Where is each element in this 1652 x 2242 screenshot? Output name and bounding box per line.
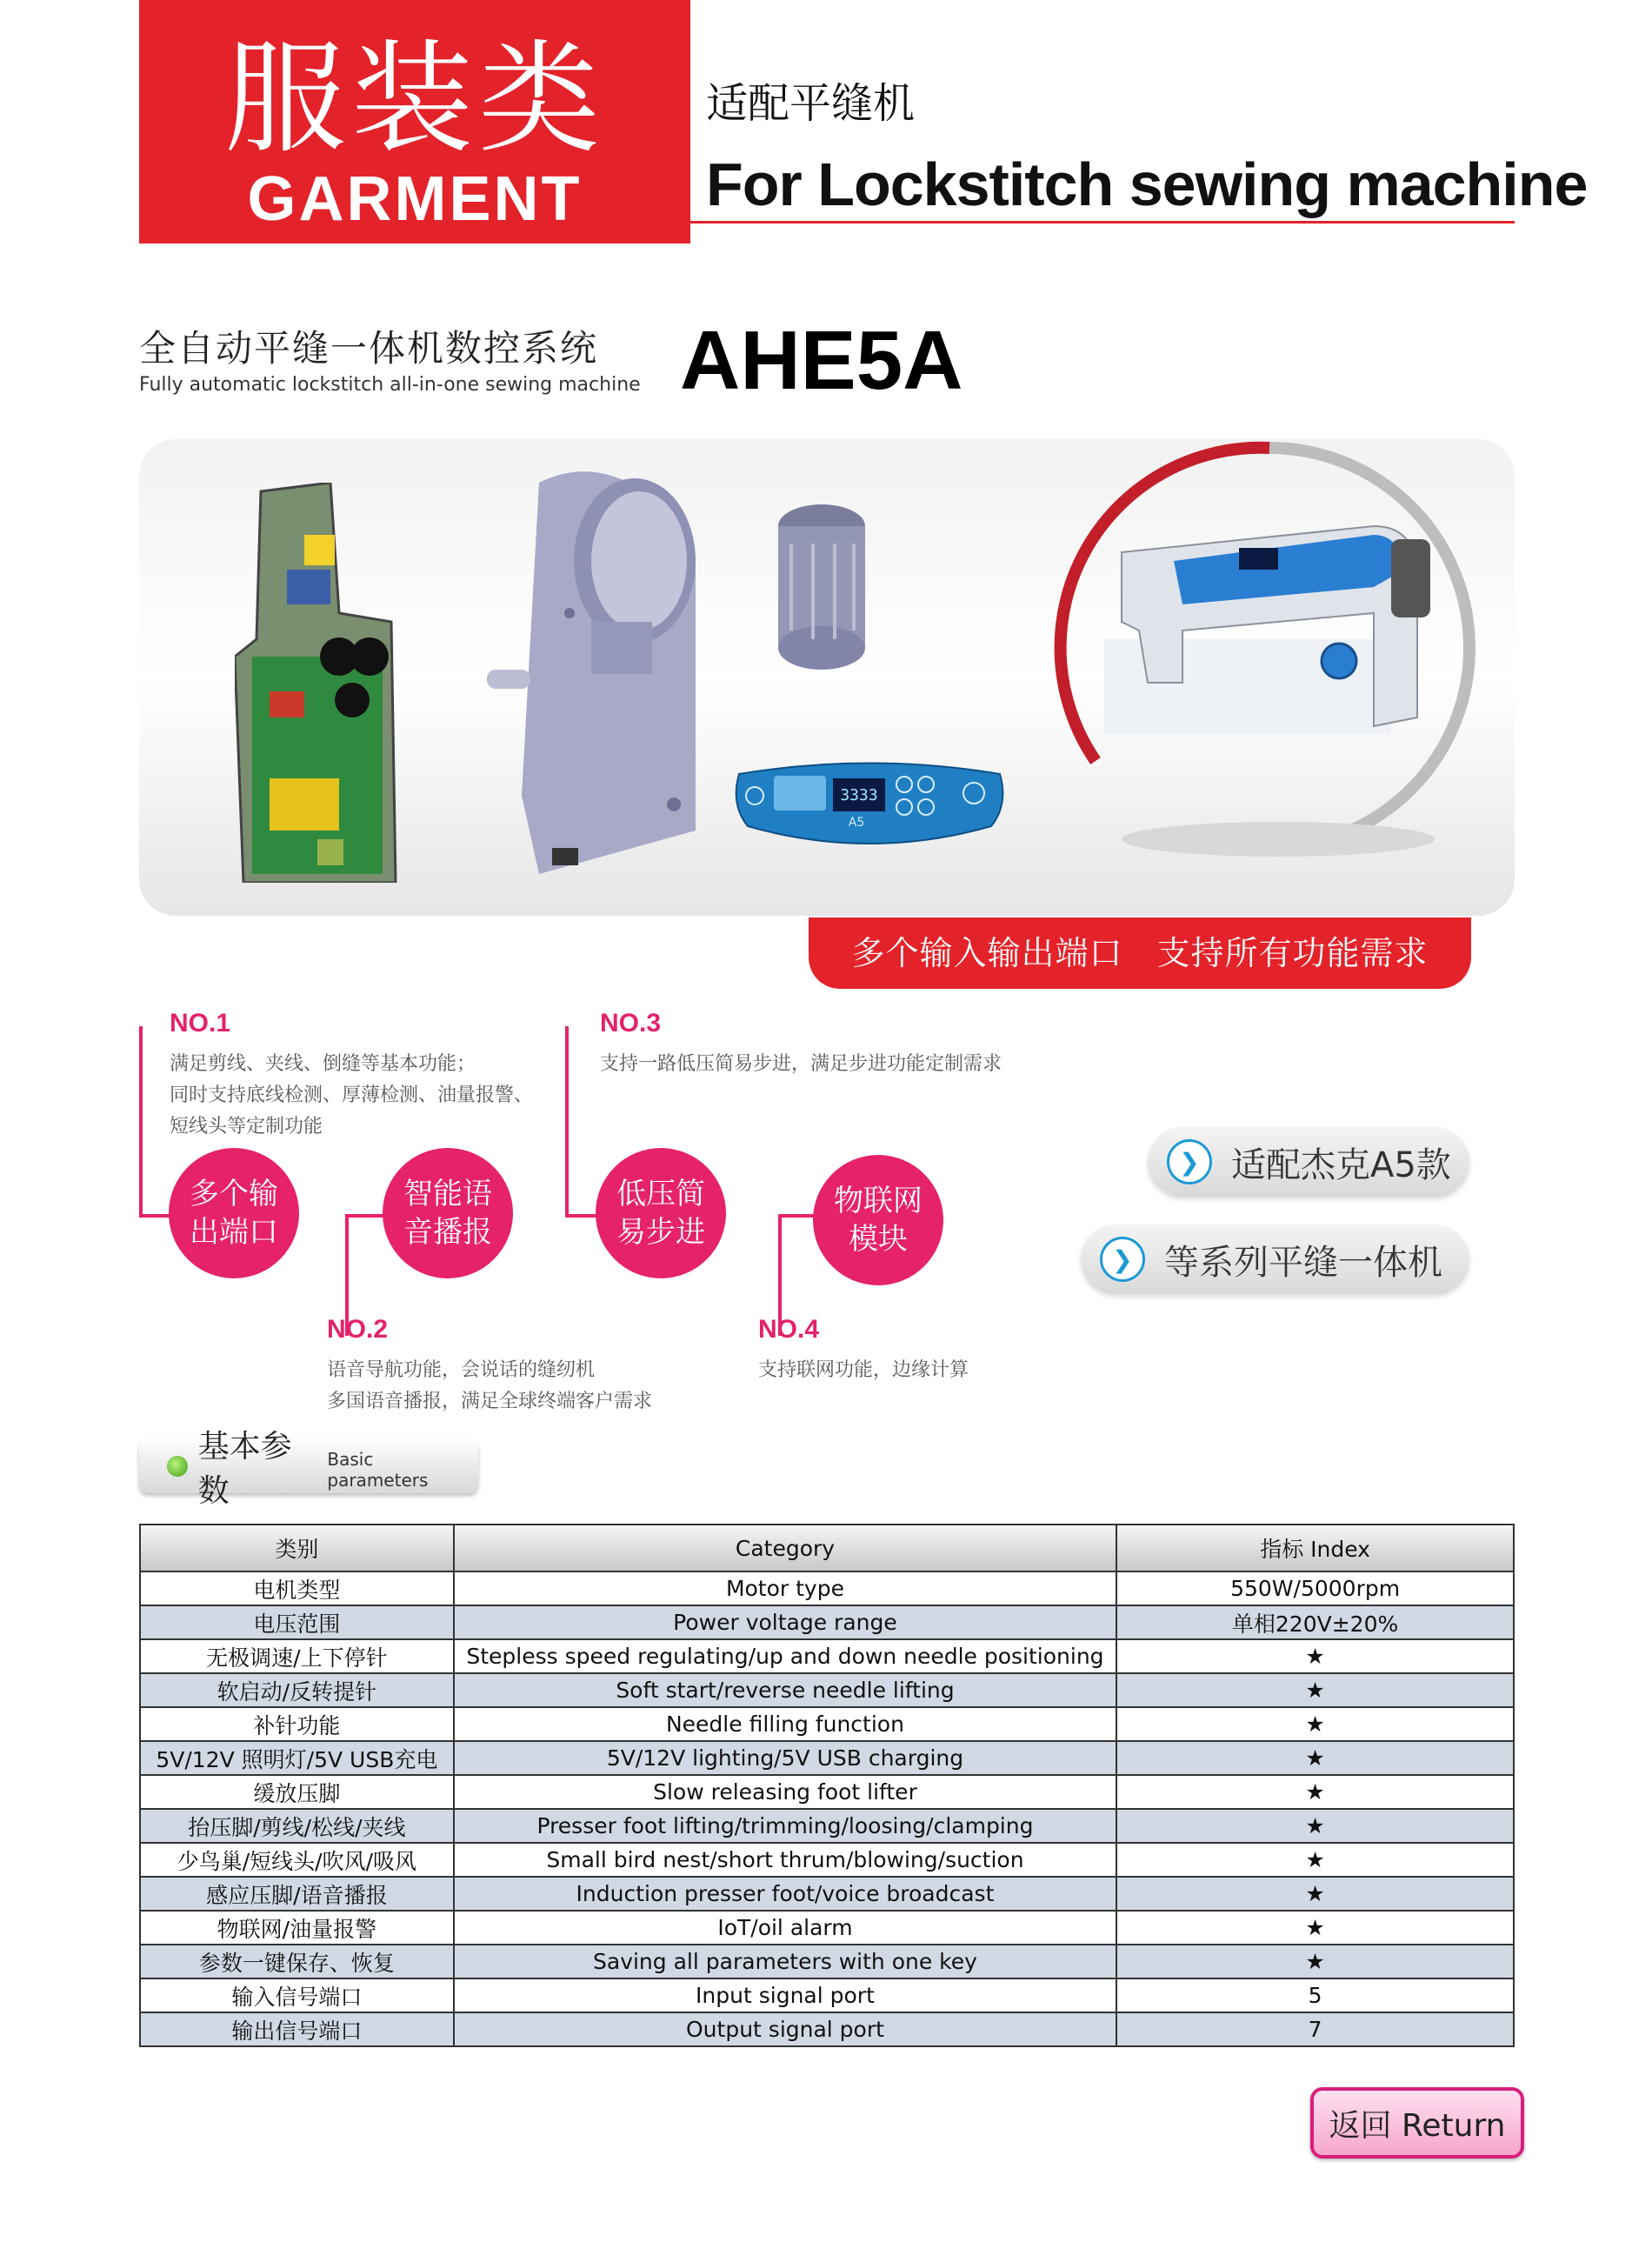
feature-2-bubble: 智能语 音播报 [383, 1148, 513, 1278]
cell-en: Input signal port [454, 1978, 1116, 2012]
cell-cn: 无极调速/上下停针 [140, 1639, 454, 1673]
table-row [140, 1673, 1514, 1707]
table-row [140, 1707, 1514, 1741]
cell-index: ★ [1116, 1877, 1514, 1911]
table-row [140, 1571, 1514, 1605]
cell-en: 5V/12V lighting/5V USB charging [454, 1741, 1116, 1775]
cell-index: ★ [1116, 1639, 1514, 1673]
table-row [140, 1911, 1514, 1945]
table-row [140, 1605, 1514, 1639]
header-index: 指标 Index [1116, 1525, 1514, 1571]
io-ports-banner: 多个输入输出端口 支持所有功能需求 [809, 917, 1471, 989]
basic-params-tab: 基本参数 Basic parameters [139, 1439, 478, 1493]
table-row [140, 1775, 1514, 1809]
control-panel-image [730, 757, 1009, 852]
cell-index: 7 [1116, 2012, 1514, 2046]
subtitle-en: For Lockstitch sewing machine [706, 150, 1588, 218]
table-row [140, 1639, 1514, 1673]
cell-cn: 5V/12V 照明灯/5V USB充电 [140, 1741, 454, 1775]
feature-3-text: 支持一路低压简易步进，满足步进功能定制需求 [600, 1053, 1003, 1075]
panel-label-text: A5 [848, 816, 865, 830]
cell-cn: 输入信号端口 [140, 1978, 454, 2012]
table-row [140, 1978, 1514, 2012]
cell-cn: 软启动/反转提针 [140, 1673, 454, 1707]
cell-cn: 少鸟巢/短线头/吹风/吸风 [140, 1843, 454, 1877]
cell-cn: 感应压脚/语音播报 [140, 1877, 454, 1911]
cell-en: Induction presser foot/voice broadcast [454, 1877, 1116, 1911]
cell-cn: 抬压脚/剪线/松线/夹线 [140, 1809, 454, 1843]
feature-1-bubble: 多个输 出端口 [169, 1148, 299, 1278]
feature-1-text: 满足剪线、夹线、倒缝等基本功能； 同时支持底线检测、厚薄检测、油量报警、 短线头等定制功能 [170, 1053, 534, 1138]
chevron-right-icon: ❯ [1167, 1139, 1212, 1184]
cell-en: Power voltage range [454, 1605, 1116, 1639]
table-header-row [140, 1525, 1514, 1571]
product-hero-panel [139, 439, 1515, 916]
cell-index: 单相220V±20% [1116, 1605, 1514, 1639]
cell-en: Motor type [454, 1571, 1116, 1605]
sewing-machine-image [1043, 439, 1495, 865]
compat-pill-a5: ❯ 适配杰克A5款 [1148, 1127, 1469, 1197]
feature-1-number: NO.1 [170, 1009, 231, 1038]
product-title-cn: 全自动平缝一体机数控系统 [139, 327, 599, 370]
cell-index: 5 [1116, 1978, 1514, 2012]
connector-line-1v [139, 1026, 143, 1218]
cell-en: Output signal port [454, 2012, 1116, 2046]
cell-en: IoT/oil alarm [454, 1911, 1116, 1945]
category-title-cn: 服装类 [223, 29, 605, 170]
cell-index: ★ [1116, 1707, 1514, 1741]
chevron-right-icon: ❯ [1100, 1237, 1145, 1282]
cell-en: Small bird nest/short thrum/blowing/suction [454, 1843, 1116, 1877]
feature-4-text: 支持联网功能，边缘计算 [758, 1359, 969, 1381]
model-number: AHE5A [680, 314, 963, 407]
cell-cn: 补针功能 [140, 1707, 454, 1741]
table-row [140, 1843, 1514, 1877]
feature-4-bubble: 物联网 模块 [813, 1155, 943, 1285]
cell-en: Presser foot lifting/trimming/loosing/clamping [454, 1809, 1116, 1843]
green-dot-icon [167, 1456, 188, 1477]
cell-en: Stepless speed regulating/up and down needle positioning [454, 1639, 1116, 1673]
cell-cn: 电压范围 [140, 1605, 454, 1639]
cell-index: ★ [1116, 1911, 1514, 1945]
spec-table [139, 1524, 1515, 2047]
cell-index: ★ [1116, 1775, 1514, 1809]
cell-index: 550W/5000rpm [1116, 1571, 1514, 1605]
cell-en: Needle filling function [454, 1707, 1116, 1741]
compat-pill-series: ❯ 等系列平缝一体机 [1081, 1224, 1469, 1294]
table-row [140, 2012, 1514, 2046]
cell-index: ★ [1116, 1673, 1514, 1707]
table-row [140, 1945, 1514, 1978]
cell-cn: 电机类型 [140, 1571, 454, 1605]
cell-en: Saving all parameters with one key [454, 1945, 1116, 1978]
cell-index: ★ [1116, 1945, 1514, 1978]
connector-line-3v [565, 1026, 569, 1218]
cell-index: ★ [1116, 1741, 1514, 1775]
cell-en: Slow releasing foot lifter [454, 1775, 1116, 1809]
handwheel-image [774, 500, 869, 674]
feature-2-text: 语音导航功能，会说话的缝纫机 多国语音播报，满足全球终端客户需求 [327, 1359, 653, 1412]
cell-index: ★ [1116, 1843, 1514, 1877]
header-divider [690, 221, 1515, 224]
cell-cn: 输出信号端口 [140, 2012, 454, 2046]
connector-line-3h [565, 1214, 600, 1218]
product-title-en: Fully automatic lockstitch all-in-one sewing machine [139, 374, 641, 396]
feature-3-bubble: 低压简 易步进 [596, 1148, 726, 1278]
feature-2-number: NO.2 [327, 1315, 389, 1344]
category-title-en: GARMENT [247, 164, 583, 234]
subtitle-cn: 适配平缝机 [706, 79, 916, 128]
cell-cn: 缓放压脚 [140, 1775, 454, 1809]
feature-3-number: NO.3 [600, 1009, 662, 1038]
cell-en: Soft start/reverse needle lifting [454, 1673, 1116, 1707]
panel-display-text: 3333 [840, 786, 878, 804]
cell-cn: 参数一键保存、恢复 [140, 1945, 454, 1978]
cell-cn: 物联网/油量报警 [140, 1911, 454, 1945]
table-row [140, 1809, 1514, 1843]
circuit-board-image [235, 483, 400, 883]
header-category-en: Category [454, 1525, 1116, 1571]
motor-housing-image [487, 465, 713, 883]
table-row [140, 1741, 1514, 1775]
return-button[interactable]: 返回 Return [1310, 2087, 1524, 2159]
cell-index: ★ [1116, 1809, 1514, 1843]
feature-4-number: NO.4 [758, 1315, 820, 1344]
header-category-cn: 类别 [140, 1525, 454, 1571]
table-row [140, 1877, 1514, 1911]
